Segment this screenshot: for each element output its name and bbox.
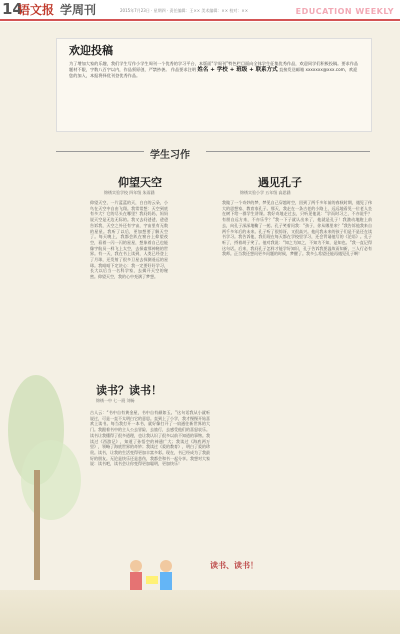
article-body: 我做了一个奇妙的梦，梦见自己穿越时空，回到了两千多年前的春秋时期，遇见了伟大的思想家、教育家孔子。那天，我走在一条古老的小路上，远远地看见一位老人坐在树下给一群学生讲课。我好奇地走过去，只听见他说：“学而时习之，不亦说乎？有朋自远方来，不亦乐乎？”我一下子就认出来了，他就是孔子！我激动地跑上前去，向孔子深深地鞠了一躬。孔子笑着问我：“孩子，你从哪里来？”我告诉他我来自两千多年后的未来。孔子听了很惊讶，又很高兴。他问我未来的孩子们是不是还在读书学习。我告诉他，我们现在每天都在学校里学习，还会背诵他写的《论语》。孔子听了，捋着胡子笑了。他对我说：“知之为知之，不知为不知，是知也。”我一直记得这句话。后来，我问孔子怎样才能学好知识，孔子告诉我要温故而知新，三人行必有我师。正当我还想问更多问题的时候，梦醒了。我多么希望还能再遇见孔子啊！ [222,200,372,257]
header-rule [0,19,400,21]
page-number: 14 [2,0,23,18]
edition-label: EDUCATION WEEKLY [295,7,394,16]
article-body: 仰望天空，一片蓝蓝的天，白白的云朵，小鸟在天空中自由飞翔。我常常想：天空到底有多大？它的尽头在哪里？我问妈妈，妈妈说天空是无边无际的。我又去问爸爸，爸爸告诉我，天空之外还有宇宙，宇宙里有无数的星星。我听了以后，更加想要了解天空了。每天晚上，我都会趴在窗台上仰望夜空，看着一闪一闪的星星，想象着自己也能像宇航员一样飞上太空，去探索那神秘的世界。有一天，我在书上读到，人类已经登上了月球，还发射了很多卫星去探测遥远的星球。我暗暗下定决心：我一定要好好学习，长大以后当一名科学家，去揭开天空的秘密。仰望天空，我的心中充满了梦想。 [90,200,168,280]
article-title: 仰望天空 [118,176,162,189]
notice-text-3: 直接发送邮箱 xxxxxxx@xxx.com，欢迎您的加入，本报将择优刊登优秀作品。 [69,67,358,78]
notice-requirement: 姓名 + 学校 + 班级 + 联系方式 [197,67,278,73]
notice-body [69,61,361,79]
section-rule-right [206,151,370,152]
section-rule-left [56,151,144,152]
notice-text: 为了增加大家的乐趣，我们学生写作小学生周刊一个优秀的学习平台，本版面“学周刊”特色栏目面向全体学生征集优秀作品，欢迎同学们积极投稿。要求作品题材不限，字数八百字以内，作品须原创，严禁抄袭。 [69,61,359,72]
submission-notice [56,38,372,132]
issue-meta: 2015年7月23日 · 星期四 · 责任编辑：王×× 美术编辑：×× 校对：×× [120,8,249,13]
article-body: 古人云：“书中自有黄金屋，书中自有颜如玉。”这句话我从小就听说过，可是一直不太明白它的意思。直到上了小学，我才慢慢开始喜欢上读书。每当我打开一本书，就好像打开了一扇通往新世界的大门。我跟着书中的主人公去冒险，去旅行，去感受他们的喜怒哀乐。读书让我懂得了很多道理，也让我认识了很多以前不知道的事物。我读过《西游记》，知道了孙悟空的神通广大；我读过《海底两万里》，领略了海底世界的奇妙；我读过《爱的教育》，明白了爱的珍贵。读书，让我的生活变得更加丰富多彩。现在，书已经成为了我最好的朋友。无论是快乐还是悲伤，我都会和书一起分享。我想对大家说：读书吧，读书会让你变得更加聪明，更加快乐！ [90,410,210,467]
article-author: 锦绣一中 七一班 刘畅 [96,398,135,403]
article-title: 遇见孔子 [258,176,302,189]
article-author: 锦绣实验学校 四年级 朱雨涵 [104,190,155,195]
tree-illustration [6,370,86,580]
section-name: 学周刊 [60,3,97,17]
children-illustration [116,556,196,596]
notice-text-2: 作品要求注明 [170,67,196,72]
speech-bubble: 读书、读书！ [210,561,258,570]
section-title: 学生习作 [150,150,190,161]
article-body-cont [172,200,216,372]
ground-illustration [0,590,400,634]
article-author: 锦绣实验小学 五年级 高思涵 [240,190,291,195]
newspaper-brand: 语文报 [18,3,55,17]
newspaper-header [0,0,400,22]
notice-title: 欢迎投稿 [69,44,113,57]
article-title: 读书？读书！ [96,384,162,397]
